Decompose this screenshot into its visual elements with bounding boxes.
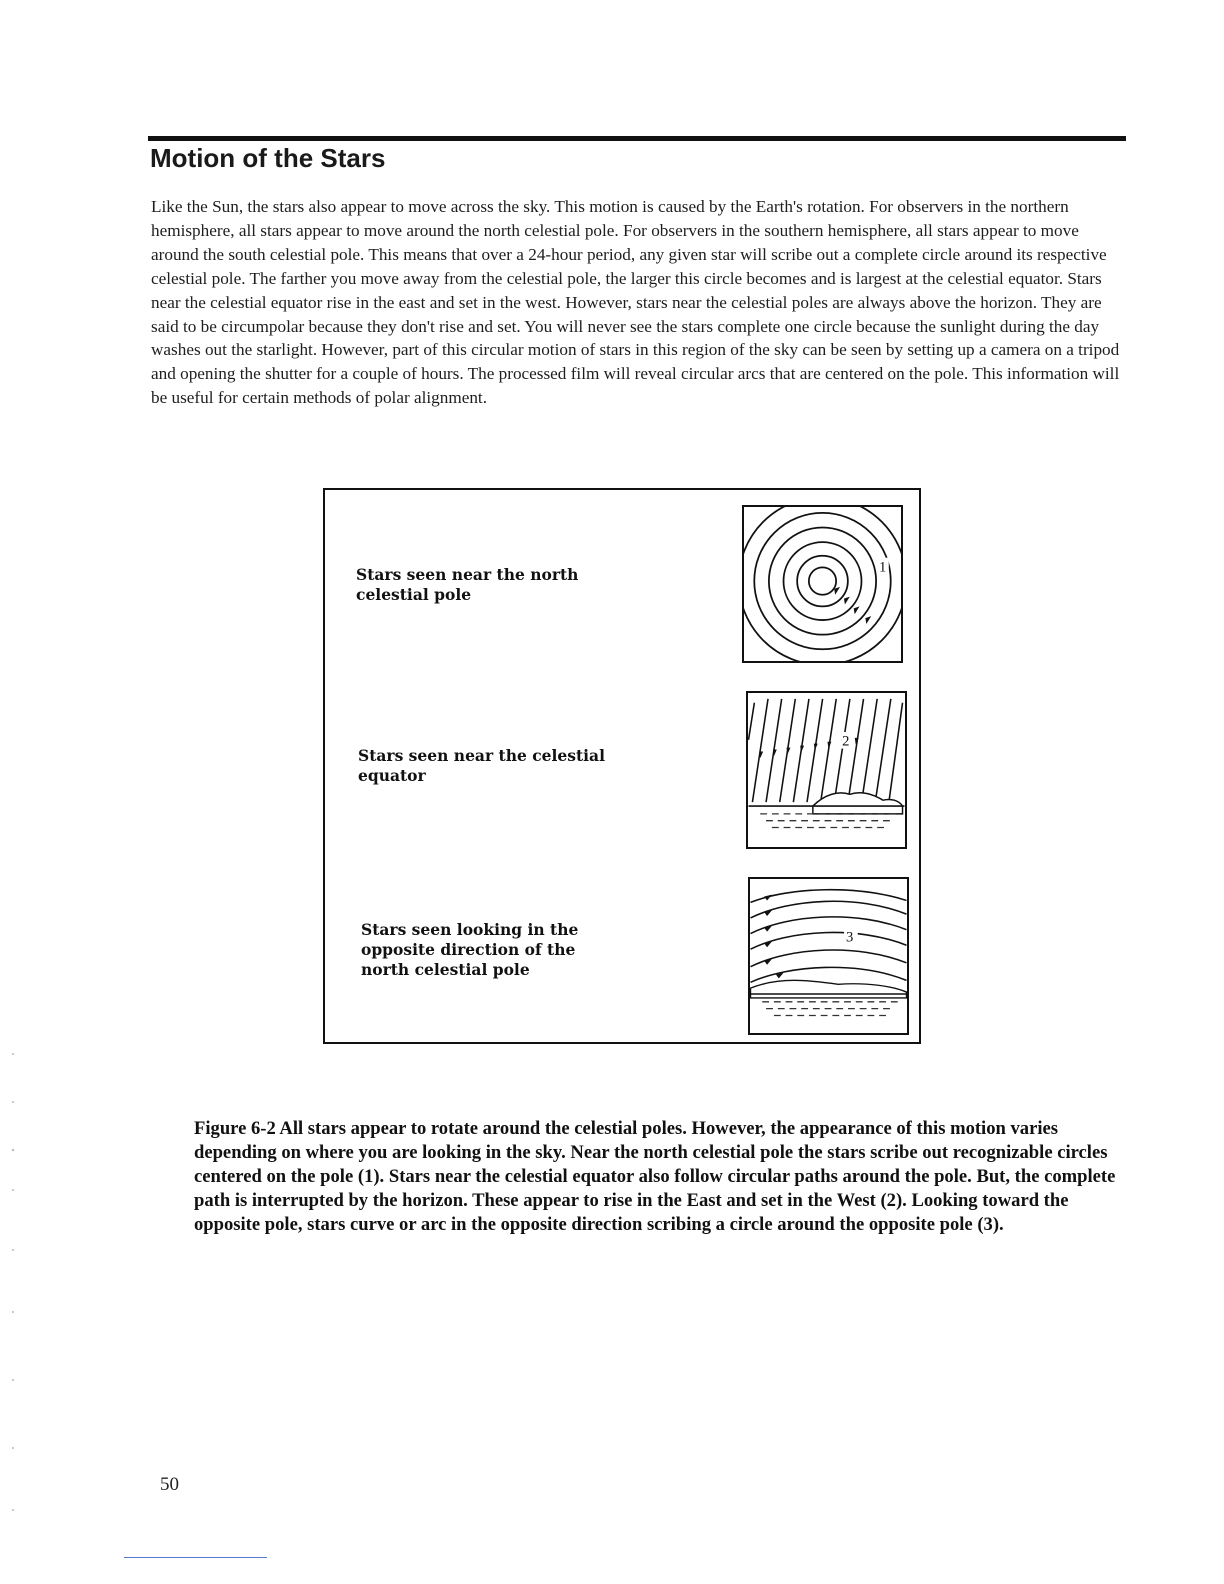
panel-2-label: Stars seen near the celestial equator (358, 746, 605, 785)
figure-caption: Figure 6-2 All stars appear to rotate around the celestial poles. However, the appearance of this motion varies depending on where you are looking in the sky. Near the north celestial pole the stars scribe out recognizable circles centered on the pole (1). Stars near the celestial equator also follow circular paths around the pole. But, the complete path is interrupted by the horizon. These appear to rise in the East and set in the West (2). Looking toward the opposite pole, stars curve or arc in the opposite direction scribing a circle around the opposite pole (3). (194, 1118, 1116, 1235)
motion-arrow-icon (865, 616, 871, 624)
panel-1-label: Stars seen near the north celestial pole (356, 565, 579, 604)
reverse-arcs-diagram (750, 879, 907, 1033)
slanted-trails-diagram (748, 693, 905, 847)
star-trail-circle (744, 507, 901, 661)
equator-star-trails-panel (746, 691, 907, 849)
horizon-landscape (751, 980, 907, 998)
motion-arrow-icon (764, 895, 772, 901)
panel-2-marker: 2 (842, 733, 850, 750)
star-trail-circle (809, 567, 836, 594)
panel-1-marker: 1 (879, 559, 887, 576)
panel-3-label: Stars seen looking in the opposite direction of the north celestial pole (361, 920, 579, 979)
star-trail-circle (769, 527, 876, 634)
body-paragraph: Like the Sun, the stars also appear to move across the sky. This motion is caused by the Earth's rotation. For observers in the northern hemisphere, all stars appear to move around the north celestial pole. For observers in the southern hemisphere, all stars appear to move around the south celestial pole. This means that over a 24-hour period, any given star will scribe out a complete circle around its respective celestial pole. The farther you move away from the celestial pole, the larger this circle becomes and is largest at the celestial equator. Stars near the celestial equator rise in the east and set in the west. However, stars near the celestial poles are always above the horizon. They are said to be circumpolar because they don't rise and set. You will never see the stars complete one circle because the sunlight during the day washes out the starlight. However, part of this circular motion of stars in this region of the sky can be seen by setting up a camera on a tripod and opening the shutter for a couple of hours. The processed film will reveal circular arcs that are centered on the pole. This information will be useful for certain methods of polar alignment. (151, 197, 1120, 408)
concentric-circles-diagram (744, 507, 901, 661)
motion-arrow-icon (844, 597, 850, 605)
panel-3-marker: 3 (846, 929, 854, 946)
section-rule (148, 136, 1126, 141)
opposite-pole-star-trails-panel (748, 877, 909, 1035)
star-trail-circle (754, 513, 890, 649)
star-trail-circle (797, 556, 848, 607)
star-trail-circle (784, 542, 862, 620)
motion-arrow-icon (854, 606, 860, 614)
page-number: 50 (160, 1474, 179, 1495)
scan-margin-marks (10, 1050, 16, 1520)
footer-link-underline (124, 1557, 267, 1558)
north-pole-star-trails-panel (742, 505, 903, 663)
figure-6-2 (323, 488, 921, 1044)
section-title: Motion of the Stars (150, 143, 386, 173)
